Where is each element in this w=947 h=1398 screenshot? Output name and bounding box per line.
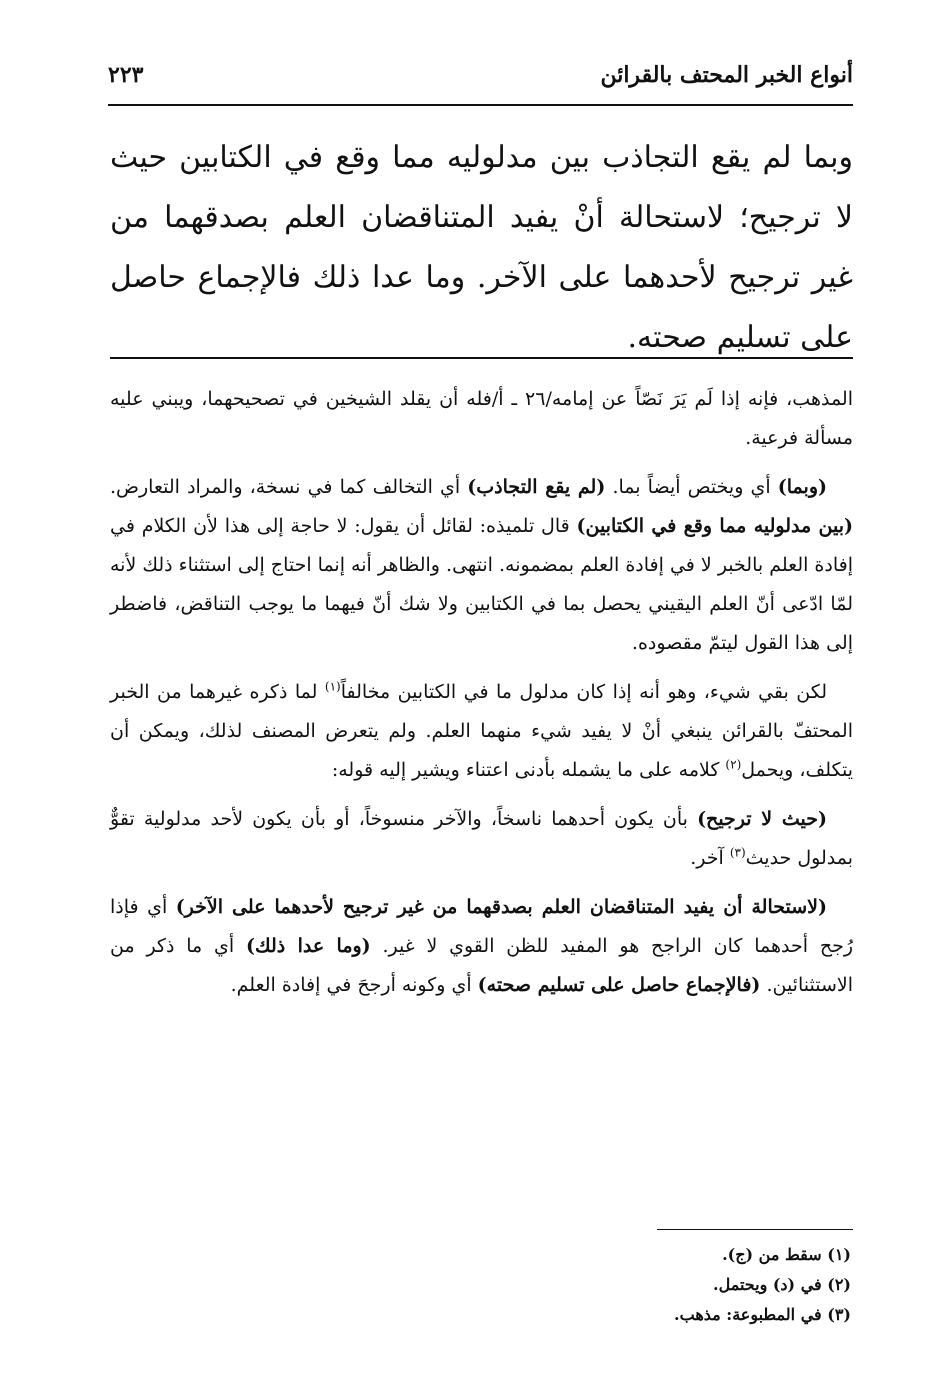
footnote-3: (٣) في المطبوعة: مذهب. bbox=[674, 1305, 851, 1324]
commentary-text: بأن يكون أحدهما ناسخاً، والآخر منسوخاً، أو بأن يكون لأحد مدلولية تقوٌّ بمدلول حديث bbox=[110, 808, 853, 869]
commentary-text: أي التخالف كما في نسخة، والمراد التعارض. bbox=[110, 476, 468, 498]
footnotes bbox=[674, 1240, 851, 1330]
footnote-1: (١) سقط من (ج). bbox=[722, 1245, 851, 1264]
commentary-text: لكن بقي شيء، وهو أنه إذا كان مدلول ما في الكتابين مخالفاً bbox=[340, 681, 827, 703]
footnote-ref-2: (٢) bbox=[725, 757, 742, 772]
footnote-ref-1: (١) bbox=[324, 679, 341, 694]
commentary-text: لما ذكره غيرهما من الخبر المحتفّ بالقرائن ينبغي أنْ لا يفيد شيء منهما العلم. ولم يتعرض المصنف لذلك، ويمكن أن يتكلف، ويحمل bbox=[110, 681, 853, 781]
lemma: (بين مدلوليه مما وقع في الكتابين) bbox=[576, 515, 853, 537]
page-header bbox=[108, 62, 853, 106]
lemma: (وما عدا ذلك) bbox=[245, 935, 371, 957]
commentary-text: أي وكونه أرجحَ في إفادة العلم. bbox=[230, 974, 478, 996]
lemma: (فالإجماع حاصل على تسليم صحته) bbox=[477, 974, 761, 996]
commentary-paragraph-2 bbox=[110, 468, 853, 663]
commentary-text: كلامه على ما يشمله بأدنى اعتناء ويشير إليه قوله: bbox=[331, 759, 726, 781]
commentary-text: آخر. bbox=[690, 847, 730, 869]
commentary-paragraph-1: المذهب، فإنه إذا لَم يَرَ نَصّاً عن إمامه/٢٦ ـ أ/فله أن يقلد الشيخين في تصحيحهما، ويبني عليه مسألة فرعية. bbox=[110, 388, 854, 449]
commentary-text: أي ما ذكر من الاستثنائين. bbox=[110, 935, 853, 996]
lemma: (حيث لا ترجيح) bbox=[697, 808, 827, 830]
footnote-ref-3: (٣) bbox=[729, 845, 746, 860]
header-rule bbox=[108, 104, 853, 106]
text-divider bbox=[110, 357, 853, 359]
lemma: (وبما) bbox=[777, 476, 827, 498]
commentary-text: أي ويختص أيضاً بما. bbox=[605, 476, 778, 498]
main-text: وبما لم يقع التجاذب بين مدلوليه مما وقع في الكتابين حيث لا ترجيح؛ لاستحالة أنْ يفيد المتناقضان العلم بصدقهما من غير ترجيح لأحدهما على الآخر. وما عدا ذلك فالإجماع حاصل على تسليم صحته. bbox=[110, 140, 853, 355]
lemma: (لم يقع التجاذب) bbox=[467, 476, 606, 498]
commentary-paragraph-5 bbox=[110, 888, 853, 1005]
lemma: (لاستحالة أن يفيد المتناقضان العلم بصدقهما من غير ترجيح لأحدهما على الآخر) bbox=[175, 896, 827, 918]
commentary-text: أي فإذا رُجح أحدهما كان الراجح هو المفيد للظن القوي لا غير. bbox=[110, 896, 854, 957]
commentary-paragraph-3 bbox=[110, 673, 853, 790]
commentary-paragraph-4 bbox=[110, 800, 853, 878]
commentary-text: قال تلميذه: لقائل أن يقول: لا حاجة إلى هذا لأن الكلام في إفادة العلم بالخبر لا في إفادة العلم بمضمونه. انتهى. والظاهر أنه إنما احتاج إلى استثناء ذلك لأنه لمّا ادّعى أنّ العلم اليقيني يحصل بما في الكتابين ولا شك أنّ فيهما ما يوجب التناقض، فاضطر إلى هذا القول ليتمّ مقصوده. bbox=[110, 515, 853, 654]
commentary bbox=[110, 380, 853, 1015]
page-number: ٢٢٣ bbox=[108, 62, 144, 88]
running-title: أنواع الخبر المحتف بالقرائن bbox=[600, 62, 853, 88]
footnote-2: (٢) في (د) ويحتمل. bbox=[713, 1275, 851, 1294]
footnote-rule bbox=[657, 1229, 853, 1230]
